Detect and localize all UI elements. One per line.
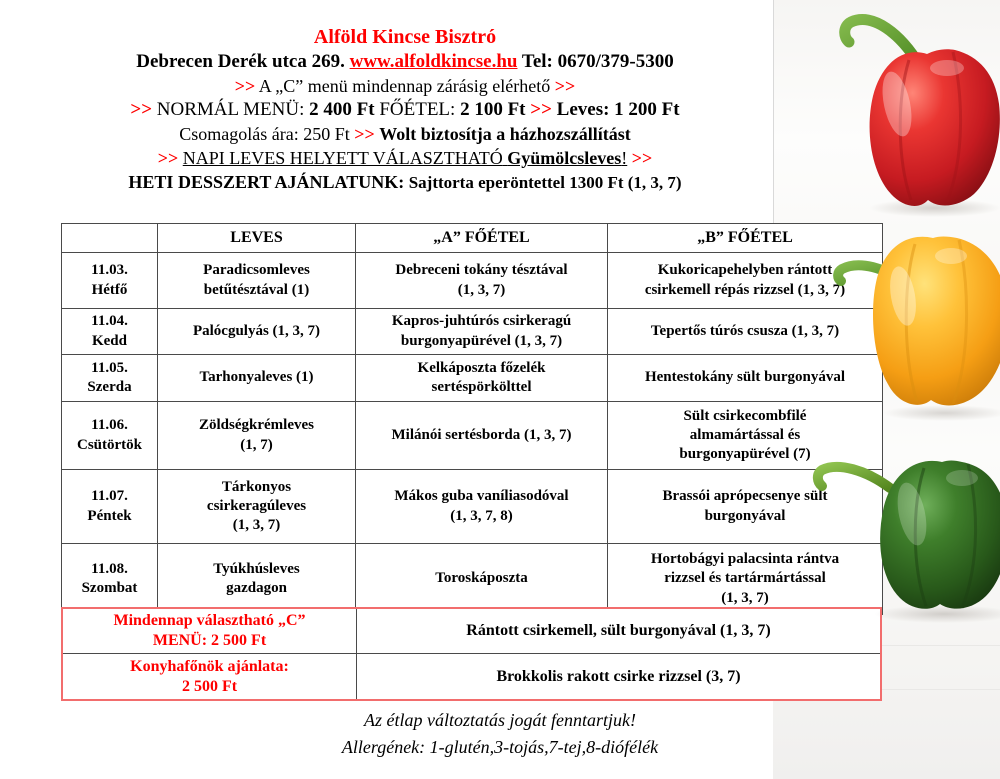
c-menu-line [0,74,810,98]
dessert-label: HETI DESSZERT AJÁNLATUNK: [128,172,405,192]
main-b-cell: Brassói aprópecsenye sült burgonyával [608,470,883,544]
address-text: Debrecen Derék utca 269. [136,51,345,72]
soup-cell: Paradicsomleves betűtésztával (1) [158,253,356,309]
green-bell-pepper-image [812,410,1000,625]
delivery-text: Wolt biztosítja a házhozszállítást [379,124,631,144]
table-row [62,470,883,544]
normal-menu-label: NORMÁL MENÜ: [156,99,305,120]
soup-alternative-line [0,146,810,170]
restaurant-name: Alföld Kincse Bisztró [313,26,497,48]
day-cell: 11.07. Péntek [62,470,158,544]
soup-cell: Tyúkhúsleves gazdagon [158,544,356,615]
packaging-text: Csomagolás ára: 250 Ft [179,124,350,144]
table-row [62,402,883,470]
c-menu-label: Mindennap választható „C” MENÜ: 2 500 Ft [63,609,357,654]
dessert-line [0,170,810,195]
main-a-cell: Debreceni tokány tésztával (1, 3, 7) [356,253,608,309]
column-header-main-a: „A” FŐÉTEL [356,224,608,253]
c-menu-dish: Rántott csirkemell, sült burgonyával (1, 3, 7) [357,609,880,654]
column-header-soup: LEVES [158,224,356,253]
day-cell: 11.03. Hétfő [62,253,158,309]
table-row [62,544,883,615]
soup-cell: Zöldségkrémleves (1, 7) [158,402,356,470]
corner-cell [62,224,158,253]
arrow-right-icon: >> [234,76,256,96]
packaging-line [0,122,810,146]
main-a-cell: Mákos guba vaníliasodóval (1, 3, 7, 8) [356,470,608,544]
main-b-cell: Sült csirkecombfilé almamártással és burgonyapürével (7) [608,402,883,470]
weekly-menu-table [61,223,883,615]
allergen-legend: Allergének: 1-glutén,3-tojás,7-tej,8-diófélék [341,737,659,757]
main-a-cell: Kapros-juhtúrós csirkeragú burgonyapürével (1, 3, 7) [356,309,608,355]
photo-seam-line [882,689,1000,690]
menu-header [0,24,810,195]
soup-alternative-highlight: Gyümölcsleves [507,148,622,168]
price-line [0,98,810,122]
table-header-row [62,224,883,253]
arrow-right-icon: >> [554,76,576,96]
main-a-cell: Milánói sertésborda (1, 3, 7) [356,402,608,470]
phone-text: Tel: 0670/379-5300 [521,51,674,72]
soup-alternative-punct: ! [621,148,628,168]
main-b-cell: Hentestokány sült burgonyával [608,355,883,402]
special-offers-block [61,607,882,701]
arrow-right-icon: >> [354,124,375,144]
dessert-text: Sajttorta eperöntettel 1300 Ft (1, 3, 7) [408,173,682,192]
soup-cell: Palócgulyás (1, 3, 7) [158,309,356,355]
main-a-cell: Toroskáposzta [356,544,608,615]
table-row [62,253,883,309]
main-a-cell: Kelkáposzta főzelék sertéspörkölttel [356,355,608,402]
soup-price: Leves: 1 200 Ft [556,99,680,120]
c-menu-note: A „C” menü mindennap zárásig elérhető [258,76,551,96]
soup-alternative-underlined [183,148,628,168]
main-dish-label: FŐÉTEL: [379,99,456,120]
main-b-cell: Kukoricapehelyben rántott csirkemell répás rizzsel (1, 3, 7) [608,253,883,309]
website-link[interactable]: www.alfoldkincse.hu [349,51,518,72]
soup-alternative-text: NAPI LEVES HELYETT VÁLASZTHATÓ [182,148,503,168]
contact-line [0,50,810,74]
day-cell: 11.04. Kedd [62,309,158,355]
arrow-right-icon: >> [130,99,153,120]
main-dish-price: 2 100 Ft [460,99,526,120]
main-b-cell: Tepertős túrós csusza (1, 3, 7) [608,309,883,355]
change-notice: Az étlap változtatás jogát fenntartjuk! [364,710,636,730]
day-cell: 11.08. Szombat [62,544,158,615]
yellow-bell-pepper-image [833,226,1000,422]
chef-offer-label: Konyhafőnök ajánlata: 2 500 Ft [63,654,357,699]
day-cell: 11.05. Szerda [62,355,158,402]
main-b-cell: Hortobágyi palacsinta rántva rizzsel és tartármártással (1, 3, 7) [608,544,883,615]
red-bell-pepper-image [835,4,1000,220]
menu-footer [0,707,1000,761]
pepper-stem [818,467,890,488]
soup-cell: Tárkonyos csirkeragúleves (1, 3, 7) [158,470,356,544]
photo-seam-line [882,645,1000,646]
soup-cell: Tarhonyaleves (1) [158,355,356,402]
arrow-right-icon: >> [631,148,653,168]
day-cell: 11.06. Csütörtök [62,402,158,470]
arrow-right-icon: >> [530,99,552,120]
column-header-main-b: „B” FŐÉTEL [608,224,883,253]
chef-offer-dish: Brokkolis rakott csirke rizzsel (3, 7) [496,667,741,685]
normal-menu-price: 2 400 Ft [309,99,375,120]
table-row [62,309,883,355]
table-row [62,355,883,402]
arrow-right-icon: >> [157,148,179,168]
